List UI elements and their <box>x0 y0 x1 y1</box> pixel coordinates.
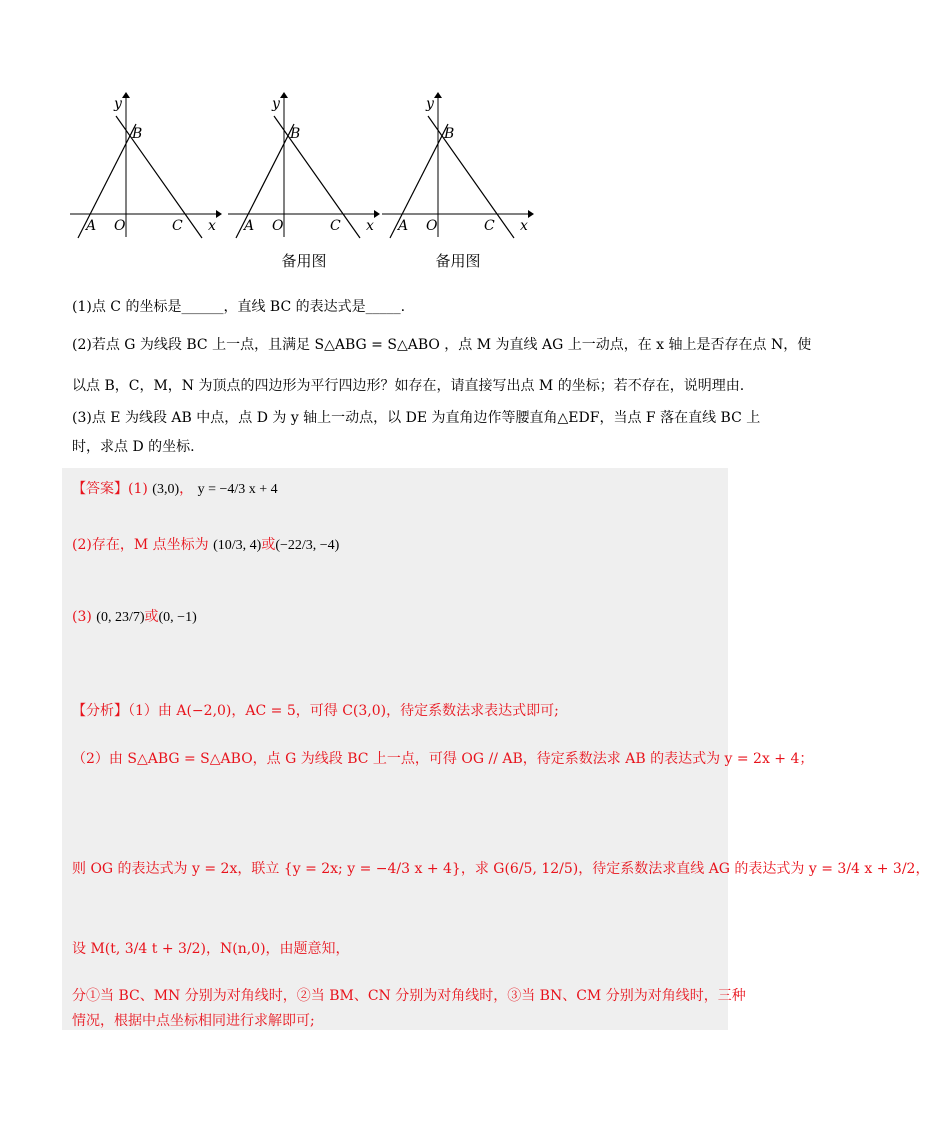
svg-text:C: C <box>172 218 183 234</box>
answer-2-text: M 点坐标为 <box>133 537 209 553</box>
svg-text:y: y <box>272 96 280 112</box>
svg-text:O: O <box>426 218 438 234</box>
question-2-line-1: (2)若点 G 为线段 BC 上一点，且满足 S△ABG = S△ABO ，点 M 为直线 AG 上一动点，在 x 轴上是否存在点 N，使 <box>72 337 812 353</box>
answer-line-1 <box>72 478 278 498</box>
question-1: (1)点 C 的坐标是______，直线 BC 的表达式是_____. <box>72 299 406 315</box>
question-3-line-1: (3)点 E 为线段 AB 中点，点 D 为 y 轴上一动点，以 DE 为直角边作等腰直角△EDF，当点 F 落在直线 BC 上 <box>72 410 761 426</box>
graph-figure-3 <box>382 92 532 242</box>
answer-3-point-1: (0, 23/7) <box>96 610 145 625</box>
answer-3-prefix: (3) <box>72 609 92 625</box>
analysis-step-1: （1）由 A(−2,0)，AC = 5，可得 C(3,0)，待定系数法求表达式即可; <box>128 703 559 719</box>
svg-text:B: B <box>132 126 143 142</box>
analysis-line-6: 情况，根据中点坐标相同进行求解即可; <box>72 1013 315 1029</box>
svg-text:A: A <box>244 218 255 234</box>
answer-1-point: (3,0) <box>152 482 180 497</box>
graph-figure-2 <box>228 92 378 242</box>
svg-text:C: C <box>330 218 341 234</box>
graph-figure-1 <box>70 92 220 242</box>
svg-text:O: O <box>114 218 126 234</box>
analysis-line-5: 分①当 BC、MN 分别为对角线时，②当 BM、CN 分别为对角线时，③当 BN、CM 分别为对角线时，三种 <box>72 988 746 1004</box>
svg-text:O: O <box>272 218 284 234</box>
analysis-line-4: 设 M(t, 3/4 t + 3/2)，N(n,0)，由题意知， <box>72 941 350 957</box>
svg-text:x: x <box>208 218 216 234</box>
answer-2-or: 或 <box>261 537 276 553</box>
svg-text:B: B <box>290 126 301 142</box>
answer-1-separator: ， <box>179 481 194 497</box>
svg-text:y: y <box>426 96 434 112</box>
svg-text:x: x <box>520 218 528 234</box>
question-2-line-2: 以点 B，C，M，N 为顶点的四边形为平行四边形？如存在，请直接写出点 M 的坐标；若不存在，说明理由. <box>72 378 745 394</box>
question-3-line-2: 时，求点 D 的坐标. <box>72 439 195 455</box>
svg-text:A: A <box>398 218 409 234</box>
analysis-line-3: 则 OG 的表达式为 y = 2x，联立 {y = 2x; y = −4/3 x + 4}，求 G(6/5, 12/5)，待定系数法求直线 AG 的表达式为 y = 3/4 x + 3/2， <box>72 861 929 877</box>
answer-1-prefix: (1) <box>128 481 148 497</box>
svg-text:B: B <box>444 126 455 142</box>
svg-text:C: C <box>484 218 495 234</box>
svg-text:A: A <box>86 218 97 234</box>
answer-2-point-1: (10/3, 4) <box>213 538 262 553</box>
answer-3-or: 或 <box>144 609 159 625</box>
figure-caption-3: 备用图 <box>435 252 481 270</box>
analysis-tag: 【分析】 <box>72 703 128 719</box>
analysis-line-2: （2）由 S△ABG = S△ABO，点 G 为线段 BC 上一点，可得 OG // AB，待定系数法求 AB 的表达式为 y = 2x + 4； <box>72 751 814 767</box>
answer-2-point-2: (−22/3, −4) <box>275 538 340 553</box>
svg-text:y: y <box>114 96 122 112</box>
answer-line-3 <box>72 606 197 626</box>
answer-1-line: y = −4/3 x + 4 <box>197 482 278 497</box>
answer-3-point-2: (0, −1) <box>158 610 197 625</box>
figure-caption-2: 备用图 <box>281 252 327 270</box>
answer-tag: 【答案】 <box>72 481 128 497</box>
svg-text:x: x <box>366 218 374 234</box>
analysis-line-1 <box>72 700 559 720</box>
answer-line-2 <box>72 534 339 554</box>
answer-2-prefix: (2)存在， <box>72 537 134 553</box>
